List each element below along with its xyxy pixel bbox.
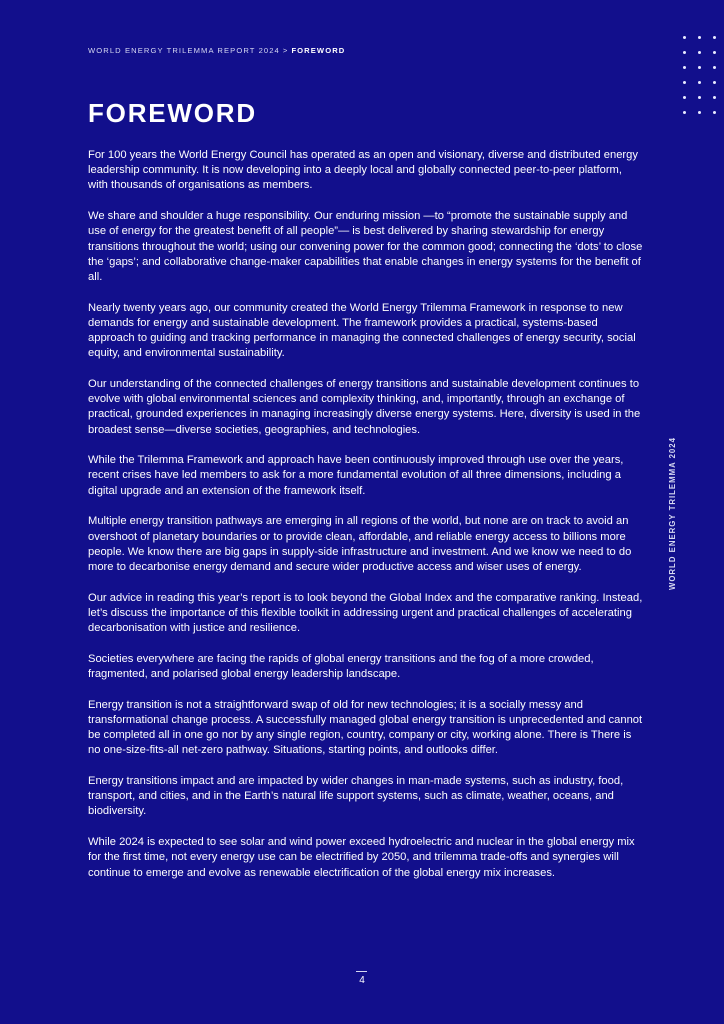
paragraph: Energy transitions impact and are impacted by wider changes in man-made systems, such as industry, food, transport, and cities, and in the Earth’s natural life support systems, such as climate, weather, oceans, and biodiversity. — [88, 775, 624, 818]
paragraph: Nearly twenty years ago, our community created the World Energy Trilemma Framework in response to new demands for energy and sustainable development. The framework provides a practical, systems-based approach to guiding and tracking performance in managing the connected challenges of energy security, social equity, and environmental sustainability. — [88, 301, 636, 360]
side-report-label: WORLD ENERGY TRILEMMA 2024 — [668, 437, 677, 590]
paragraph: Societies everywhere are facing the rapids of global energy transitions and the fog of a more crowded, fragmented, and polarised global energy leadership landscape. — [88, 652, 594, 680]
paragraph: While 2024 is expected to see solar and wind power exceed hydroelectric and nuclear in the global energy mix for the first time, not every energy use can be electrified by 2050, and trilemma trade-offs and synergies will continue to emerge and evolve as renewable electrification of the global energy mix increases. — [88, 836, 635, 879]
breadcrumb-current: FOREWORD — [291, 46, 346, 55]
paragraph: Our understanding of the connected challenges of energy transitions and sustainable development continues to evolve with global environmental sciences and complexity thinking, and, importantly, through an exchange of practical, grounded experiences in managing increasingly diverse energy systems. Here, diversity is used in the broadest sense—diverse societies, geographies, and technologies. — [88, 377, 641, 436]
breadcrumb-parent[interactable]: WORLD ENERGY TRILEMMA REPORT 2024 — [88, 46, 280, 55]
decorative-dot-grid-icon — [683, 36, 716, 114]
paragraph: Multiple energy transition pathways are emerging in all regions of the world, but none are on track to avoid an overshoot of planetary boundaries or to provide clean, affordable, and reliable energy access to billions more people. We know there are big gaps in supply-side infrastructure and investment. And we know we need to do more to decarbonise energy demand and secure wider productive access and wiser uses of energy. — [88, 515, 632, 573]
paragraph: While the Trilemma Framework and approach have been continuously improved through use over the years, recent crises have led members to ask for a more fundamental evolution of all three dimensions, including a digital upgrade and an extension of the framework itself. — [88, 454, 624, 497]
breadcrumb — [88, 46, 345, 55]
paragraph: Energy transition is not a straightforward swap of old for new technologies; it is a socially messy and transformational change process. A successfully managed global energy transition is unprecedented and cannot be completed all in one go nor by any single region, country, company or city, working alone. There is There is no one-size-fits-all net-zero pathway. Situations, starting points, and outlooks differ. — [88, 698, 643, 757]
paragraph: Our advice in reading this year’s report is to look beyond the Global Index and the comparative ranking. Instead, let’s discuss the importance of this flexible toolkit in addressing urgent and practical challenges of accelerating decarbonisation with justice and resilience. — [88, 591, 643, 635]
page-number: 4 — [359, 975, 365, 986]
breadcrumb-separator: > — [282, 46, 289, 55]
foreword-body — [88, 148, 644, 896]
paragraph: We share and shoulder a huge responsibility. Our enduring mission —to “promote the sustainable supply and use of energy for the greatest benefit of all people”— is best delivered by sharing stewardship for energy transitions throughout the world; using our convening power for the common good; connecting the ‘dots’ to close the ‘gaps’; and collaborative change-maker capabilities that enable changes in energy systems for the benefit of all. — [88, 210, 643, 283]
page-title: FOREWORD — [88, 98, 257, 128]
page-number-rule — [356, 971, 367, 972]
paragraph: For 100 years the World Energy Council has operated as an open and visionary, diverse and distributed energy leadership community. It is now developing into a deeply local and globally connected peer-to-peer platform, with thousands of organisations as members. — [88, 149, 638, 192]
